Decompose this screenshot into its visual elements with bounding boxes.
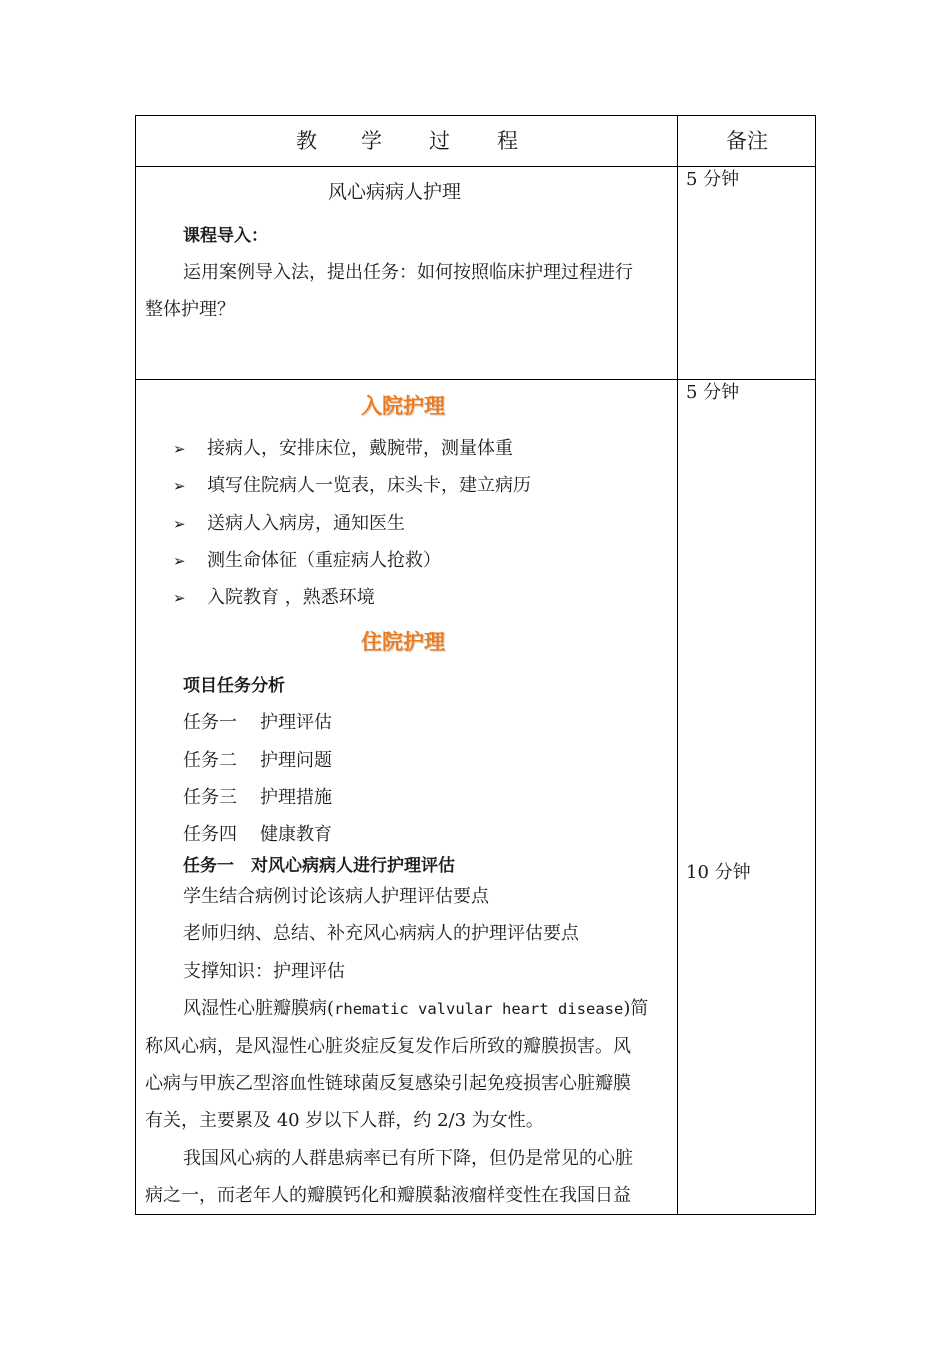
para2-line2: 病之一，而老年人的瓣膜钙化和瓣膜黏液瘤样变性在我国日益 [145,1185,631,1206]
section-title: 风心病病人护理 [328,181,462,203]
bullet-item: 送病人入病房，通知医生 [207,513,405,534]
bullet-arrow-icon: ➢ [173,552,186,570]
task-number: 任务四 [183,824,237,845]
header-char-1: 教 [296,129,317,153]
task-name: 护理措施 [260,787,332,808]
inpatient-title: 住院护理 [361,630,445,654]
bullet-arrow-icon: ➢ [173,515,186,533]
intro-line-2: 整体护理？ [145,299,235,320]
bullet-item: 接病人，安排床位，戴腕带，测量体重 [207,438,513,459]
bullet-item: 入院教育 ，熟悉环境 [207,587,375,608]
analysis-label: 项目任务分析 [183,676,285,696]
task-name: 护理评估 [260,712,332,733]
admission-title: 入院护理 [361,394,445,418]
column-divider [677,116,678,1214]
row-divider [136,379,815,380]
task-name: 健康教育 [260,824,332,845]
header-notes: 备注 [726,129,768,153]
note-time-2: 5 分钟 [686,382,740,403]
task-number: 任务一 [183,712,237,733]
body-line: 学生结合病例讨论该病人护理评估要点 [183,886,489,907]
bullet-arrow-icon: ➢ [173,477,186,495]
para2-line1: 我国风心病的人群患病率已有所下降，但仍是常见的心脏 [183,1148,633,1169]
task-name: 护理问题 [260,750,332,771]
para1-line3: 心病与甲族乙型溶血性链球菌反复感染引起免疫损害心脏瓣膜 [145,1073,631,1094]
bullet-item: 测生命体征（重症病人抢救） [207,550,441,571]
para1-line1: 风湿性心脏瓣膜病(rhematic valvular heart disease)简 [183,998,649,1019]
lesson-table [135,115,816,1215]
bullet-item: 填写住院病人一览表，床头卡，建立病历 [207,475,531,496]
note-time-3: 10 分钟 [686,862,751,883]
bullet-arrow-icon: ➢ [173,589,186,607]
intro-line-1: 运用案例导入法，提出任务：如何按照临床护理过程进行 [183,262,633,283]
para1-line2: 称风心病，是风湿性心脏炎症反复发作后所致的瓣膜损害。风 [145,1036,631,1057]
task-number: 任务三 [183,787,237,808]
note-time-1: 5 分钟 [686,169,740,190]
header-row-divider [136,166,815,167]
header-char-4: 程 [497,129,518,153]
body-line: 支撑知识：护理评估 [183,961,345,982]
task-number: 任务二 [183,750,237,771]
intro-label: 课程导入： [183,226,268,246]
bullet-arrow-icon: ➢ [173,440,186,458]
header-char-2: 学 [361,129,382,153]
task1-heading: 任务一 对风心病病人进行护理评估 [183,856,455,876]
para1-line4: 有关，主要累及 40 岁以下人群，约 2/3 为女性。 [145,1110,544,1131]
header-char-3: 过 [429,129,450,153]
body-line: 老师归纳、总结、补充风心病病人的护理评估要点 [183,923,579,944]
